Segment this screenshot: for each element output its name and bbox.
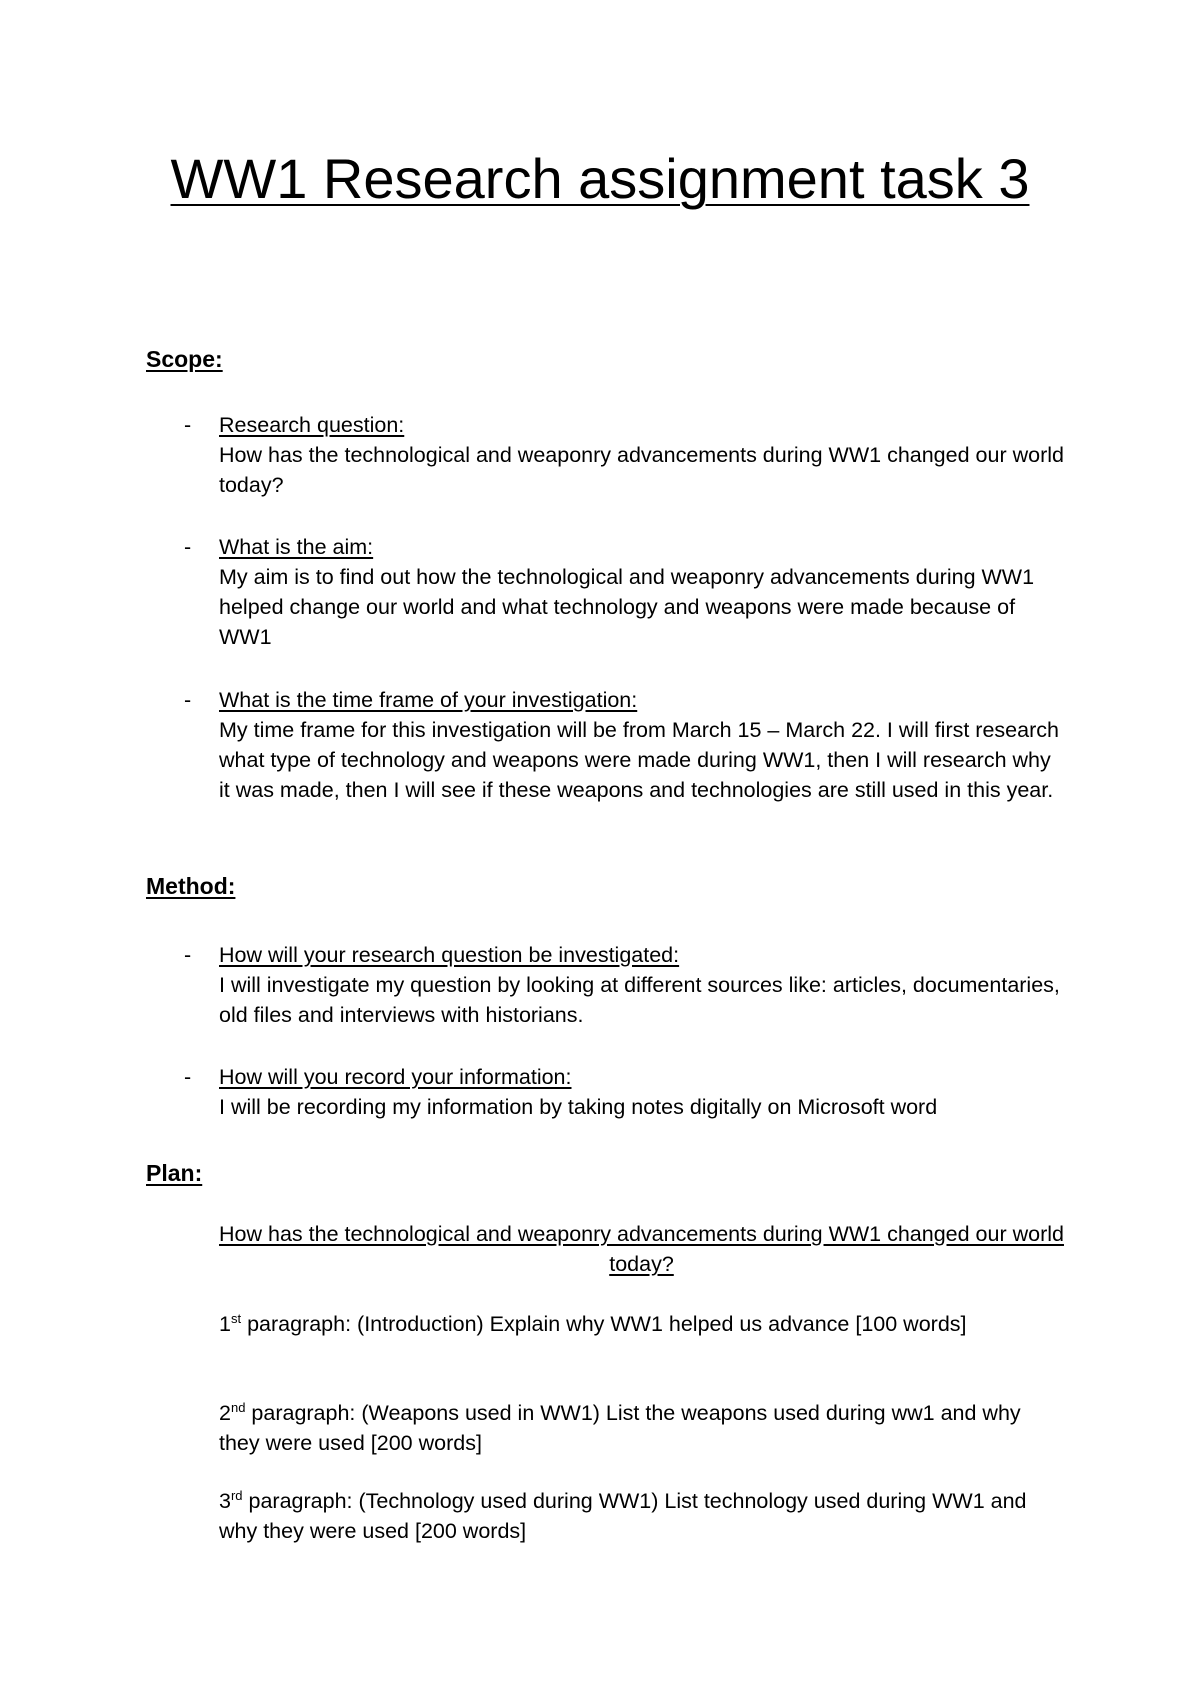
bullet-dash: - <box>184 413 192 437</box>
item-label: Research question: <box>219 413 405 437</box>
item-text: My aim is to find out how the technological and weaponry advancements during WW1 helped change our world and what technology and weapons were made because of WW1 <box>219 565 1035 649</box>
paragraph-ordinal-suffix: st <box>230 1310 242 1326</box>
scope-item-aim <box>184 532 1064 652</box>
item-text: I will investigate my question by looking at different sources like: articles, documentaries, old files and interviews with historians. <box>219 973 1060 1027</box>
paragraph-ordinal-suffix: rd <box>230 1487 243 1503</box>
scope-item-research-question <box>184 410 1064 500</box>
bullet-dash: - <box>184 688 192 712</box>
plan-question: How has the technological and weaponry advancements during WW1 changed our world today? <box>219 1222 1064 1276</box>
scope-heading: Scope: <box>146 346 223 372</box>
item-text: My time frame for this investigation will be from March 15 – March 22. I will first research what type of technology and weapons were made during WW1, then I will research why it was made, then I will see if these weapons and technologies are still used in this year. <box>219 718 1059 802</box>
plan-heading: Plan: <box>146 1160 203 1186</box>
method-heading: Method: <box>146 873 236 899</box>
item-label: How will you record your information: <box>219 1065 572 1089</box>
paragraph-number: 2 <box>219 1401 231 1425</box>
item-label: What is the aim: <box>219 535 374 559</box>
paragraph-number: 3 <box>219 1489 231 1513</box>
item-text: How has the technological and weaponry advancements during WW1 changed our world today? <box>219 443 1064 497</box>
paragraph-number: 1 <box>219 1312 231 1336</box>
bullet-dash: - <box>184 1065 192 1089</box>
item-text: I will be recording my information by taking notes digitally on Microsoft word <box>219 1095 938 1119</box>
paragraph-description: paragraph: (Introduction) Explain why WW1 helped us advance [100 words] <box>241 1312 967 1336</box>
paragraph-ordinal-suffix: nd <box>230 1399 246 1415</box>
scope-item-time-frame <box>184 685 1064 805</box>
item-label: How will your research question be investigated: <box>219 943 680 967</box>
method-item-recording <box>184 1062 1064 1122</box>
plan-paragraph-2 <box>219 1398 1064 1458</box>
item-label: What is the time frame of your investigation: <box>219 688 638 712</box>
method-item-investigation <box>184 940 1064 1030</box>
document-title: WW1 Research assignment task 3 <box>170 147 1030 210</box>
plan-paragraph-3 <box>219 1486 1064 1546</box>
plan-paragraph-1 <box>219 1309 1064 1339</box>
paragraph-description: paragraph: (Weapons used in WW1) List the weapons used during ww1 and why they were used [200 words] <box>219 1401 1021 1455</box>
bullet-dash: - <box>184 943 192 967</box>
bullet-dash: - <box>184 535 192 559</box>
paragraph-description: paragraph: (Technology used during WW1) List technology used during WW1 and why they were used [200 words] <box>219 1489 1027 1543</box>
